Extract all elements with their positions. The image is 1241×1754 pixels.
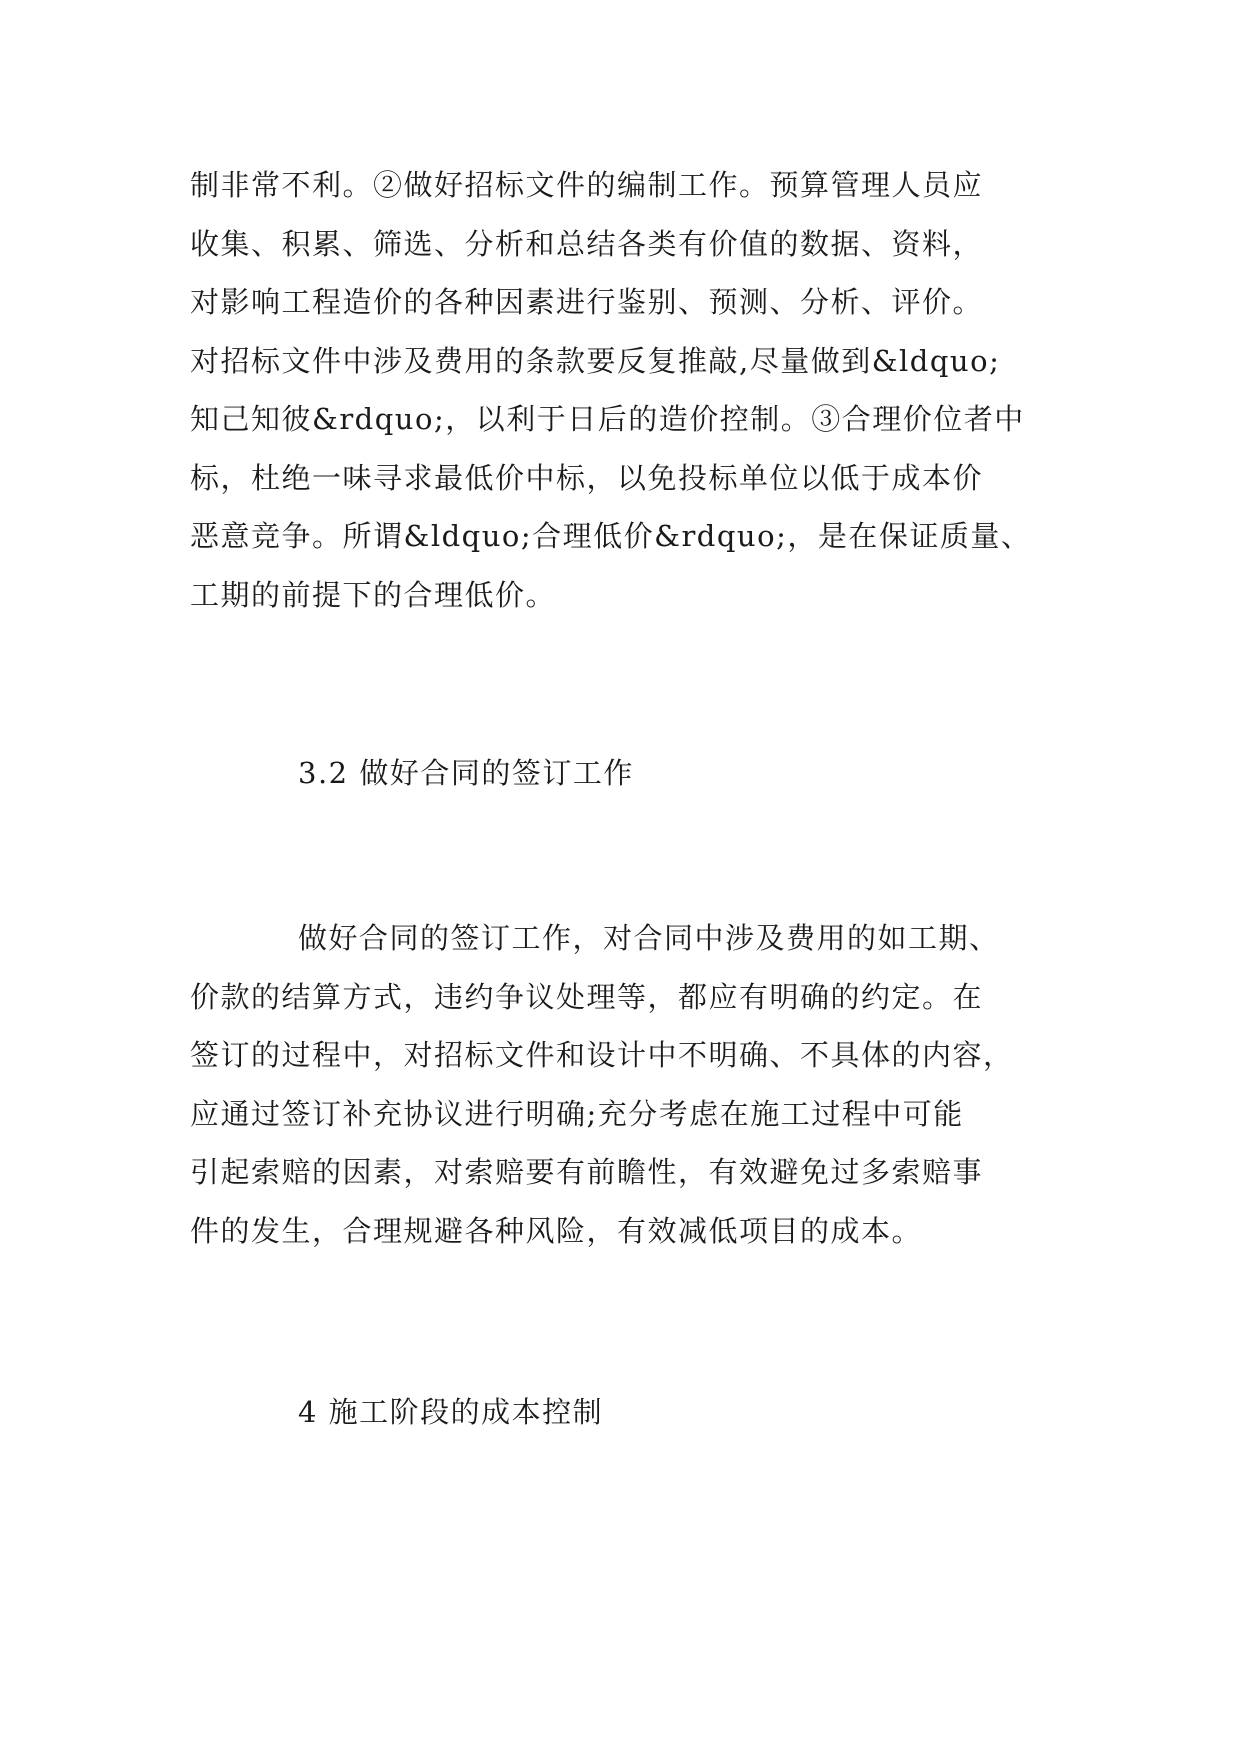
paragraph-line: 应通过签订补充协议进行明确;充分考虑在施工过程中可能 [190,1096,964,1131]
body-paragraph-2 [190,909,1070,1260]
section-heading-text: 3.2 做好合同的签订工作 [298,756,634,790]
paragraph-line: 标，杜绝一味寻求最低价中标，以免投标单位以低于成本价 [190,460,984,495]
section-heading-text: 4 施工阶段的成本控制 [298,1395,604,1429]
body-paragraph-1 [190,156,1070,624]
paragraph-line: 工期的前提下的合理低价。 [190,577,557,612]
section-heading-3-2 [190,744,1070,803]
paragraph-line: 对影响工程造价的各种因素进行鉴别、预测、分析、评价。 [190,285,984,319]
paragraph-line: 价款的结算方式，违约争议处理等，都应有明确的约定。在 [190,979,984,1014]
paragraph-line: 知己知彼&rdquo;，以利于日后的造价控制。③合理价位者中 [190,402,1025,436]
paragraph-line: 做好合同的签订工作，对合同中涉及费用的如工期、 [298,921,1000,955]
section-heading-4 [190,1383,1070,1442]
paragraph-line: 对招标文件中涉及费用的条款要反复推敲,尽量做到&ldquo; [190,343,1001,378]
paragraph-line: 引起索赔的因素，对索赔要有前瞻性，有效避免过多索赔事 [190,1155,984,1189]
paragraph-line: 制非常不利。②做好招标文件的编制工作。预算管理人员应 [190,168,984,202]
paragraph-line: 件的发生，合理规避各种风险，有效减低项目的成本。 [190,1213,923,1248]
paragraph-line: 恶意竞争。所谓&ldquo;合理低价&rdquo;，是在保证质量、 [190,519,1032,553]
paragraph-line: 签订的过程中，对招标文件和设计中不明确、不具体的内容， [190,1038,1014,1072]
paragraph-line: 收集、积累、筛选、分析和总结各类有价值的数据、资料， [190,226,984,261]
